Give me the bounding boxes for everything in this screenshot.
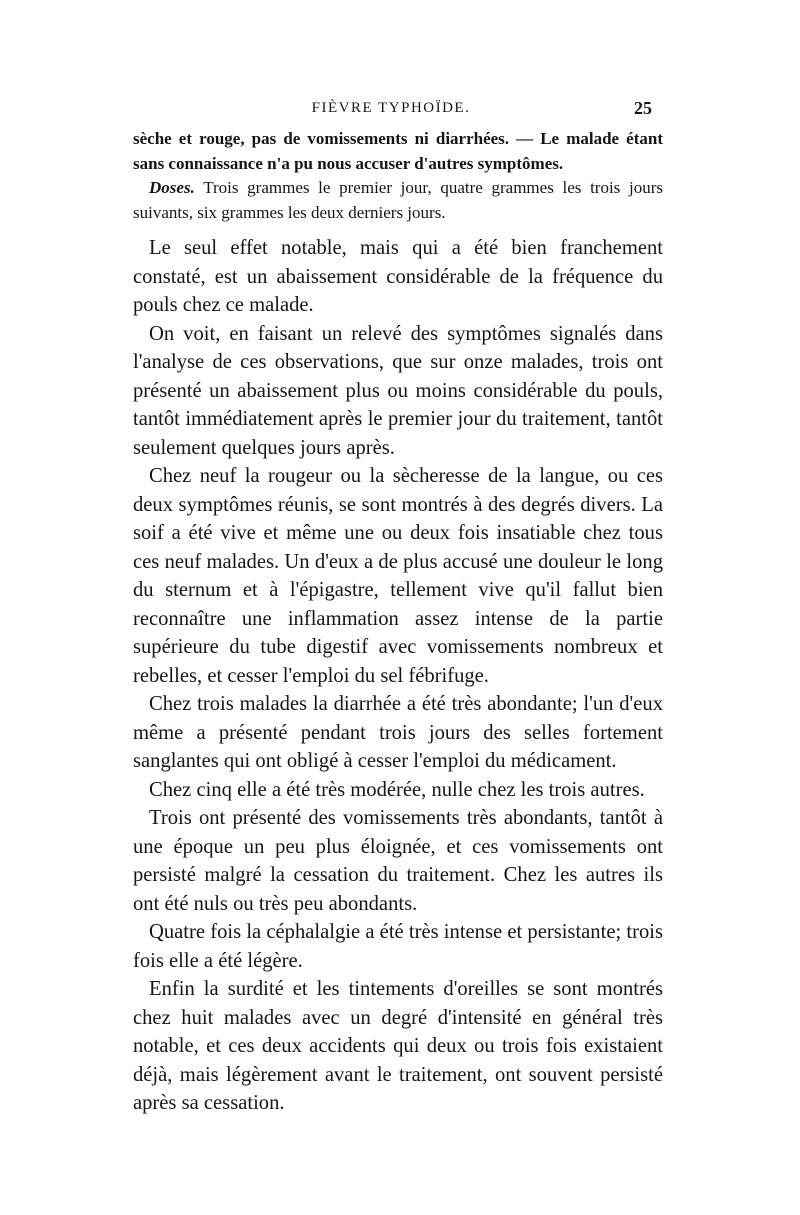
- paragraph-cephalalgia: Quatre fois la céphalalgie a été très intense et persistante; trois fois elle a été légère.: [133, 921, 663, 972]
- paragraph-vomiting: Trois ont présenté des vomissements très abondants, tantôt à une époque un peu plus éloignée, et ces vomissements ont persisté malgré la cessation du traitement. Chez les autres ils ont été nuls ou très peu abondants.: [133, 807, 663, 915]
- running-title: FIÈVRE TYPHOÏDE.: [311, 100, 471, 116]
- doses-label: Doses.: [149, 178, 195, 197]
- paragraph-deafness: Enfin la surdité et les tintements d'oreilles se sont montrés chez huit malades avec un degré d'intensité en général très notable, et ces deux accidents qui deux ou trois fois existaient déjà, mais légèrement avant le traitement, ont souvent persisté après sa cessation.: [133, 978, 663, 1114]
- paragraph-pulse-summary: On voit, en faisant un relevé des symptômes signalés dans l'analyse de ces observations, que sur onze malades, trois ont présenté un abaissement plus ou moins considérable du pouls, tantôt immédiatement après le premier jour du traitement, tantôt seulement quelques jours après.: [133, 322, 663, 459]
- doses-text: Trois grammes le premier jour, quatre grammes les trois jours suivants, six grammes les deux derniers jours.: [133, 178, 663, 222]
- main-text: [133, 234, 663, 1118]
- case-symptoms-paragraph: sèche et rouge, pas de vomissements ni diarrhées. — Le malade étant sans connaissance n'a pu nous accuser d'autres symptômes.: [133, 129, 663, 173]
- page-number: 25: [634, 98, 652, 118]
- paragraph-effect: Le seul effet notable, mais qui a été bien franchement constaté, est un abaissement considérable de la fréquence du pouls chez ce malade.: [133, 237, 663, 316]
- paragraph-diarrhea: Chez trois malades la diarrhée a été très abondante; l'un d'eux même a présenté pendant trois jours des selles fortement sanglantes qui ont obligé à cesser l'emploi du médicament.: [133, 693, 663, 772]
- running-head: [130, 96, 652, 120]
- case-summary: [133, 127, 663, 225]
- paragraph-tongue-symptoms: Chez neuf la rougeur ou la sècheresse de la langue, ou ces deux symptômes réunis, se sont montrés à des degrés divers. La soif a été vive et même une ou deux fois insatiable chez tous ces neuf malades. Un d'eux a de plus accusé une douleur le long du sternum et à l'épigastre, tellement vive qu'il fallut bien reconnaître une inflammation assez intense de la partie supérieure du tube digestif avec vomissements nombreux et rebelles, et cesser l'emploi du sel fébrifuge.: [133, 465, 663, 687]
- paragraph-diarrhea-moderate: Chez cinq elle a été très modérée, nulle chez les trois autres.: [149, 778, 645, 801]
- doses-paragraph: [133, 176, 663, 225]
